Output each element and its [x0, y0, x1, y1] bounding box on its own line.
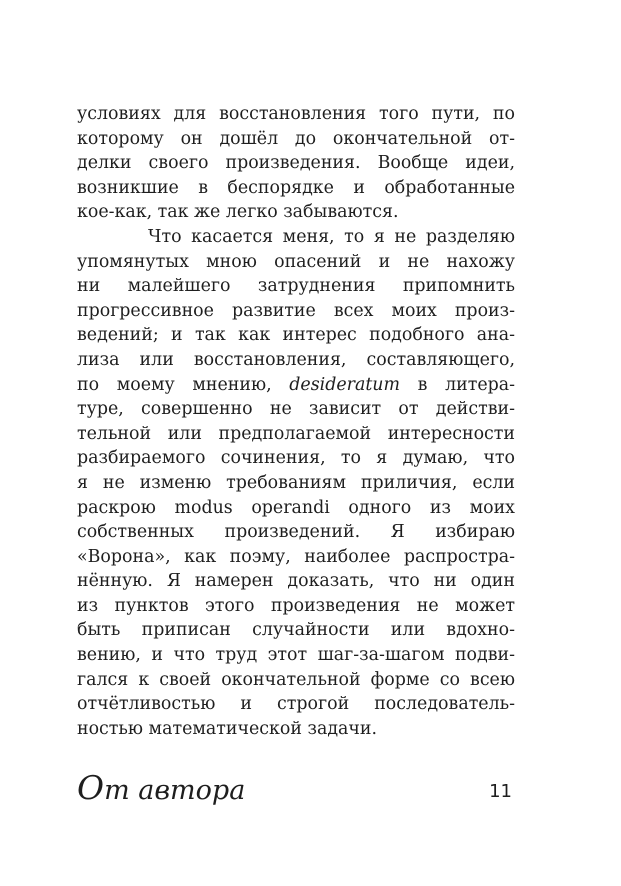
text-line: из пунктов этого произведения не может [77, 595, 515, 616]
text-line: тельной или предполагаемой интересности [77, 423, 515, 444]
text-line: нённую. Я намерен доказать, что ни один [77, 571, 515, 592]
text-line: я не изменю требованиям приличия, если [77, 472, 515, 493]
text-line: условиях для восстановления того пути, по [77, 104, 515, 124]
latin-italic-term: desideratum [289, 374, 400, 395]
text-line: вению, и что труд этот шаг-за-шагом подви- [77, 645, 515, 666]
text-line: возникшие в беспорядке и обработанные [77, 177, 515, 198]
footer-title-initial: О [77, 768, 105, 807]
text-line: кое-как, так же легко забываются. [77, 202, 399, 223]
text-line: ностью математической задачи. [77, 718, 378, 739]
text-line: ни малейшего затруднения припомнить [77, 276, 515, 297]
text-line [77, 373, 515, 398]
text-line: Что касается меня, то я не разделяю [148, 226, 515, 247]
body-text [77, 102, 515, 741]
text-line: собственных произведений. Я избираю [77, 522, 515, 543]
text-line: быть приписан случайности или вдохно- [77, 620, 515, 641]
text-line-segment: по моему мнению, [77, 374, 290, 395]
text-line: делки своего произведения. Вообще идеи, [77, 153, 515, 174]
text-line: разбираемого сочинения, то я думаю, что [77, 448, 515, 469]
text-line: которому он дошёл до окончательной от- [77, 128, 515, 149]
text-line: упомянутых мною опасений и не нахожу [77, 251, 515, 272]
page-number: 11 [489, 781, 512, 802]
text-line: ведений; и так как интерес подобного ана- [77, 325, 515, 346]
text-line: туре, совершенно не зависит от действи- [77, 399, 515, 420]
text-line-segment: в литера- [400, 374, 515, 395]
text-line: прогрессивное развитие всех моих произ- [77, 300, 515, 321]
running-footer-title [77, 770, 245, 809]
text-line: раскрою modus operandi одного из моих [77, 497, 515, 518]
footer-title-rest: т автора [104, 775, 246, 806]
text-line: отчётливостью и строгой последователь- [77, 694, 515, 715]
text-line: гался к своей окончательной форме со всею [77, 669, 515, 690]
text-line: «Ворона», как поэму, наиболее распростра- [77, 546, 515, 567]
text-line: лиза или восстановления, составляющего, [77, 349, 515, 370]
